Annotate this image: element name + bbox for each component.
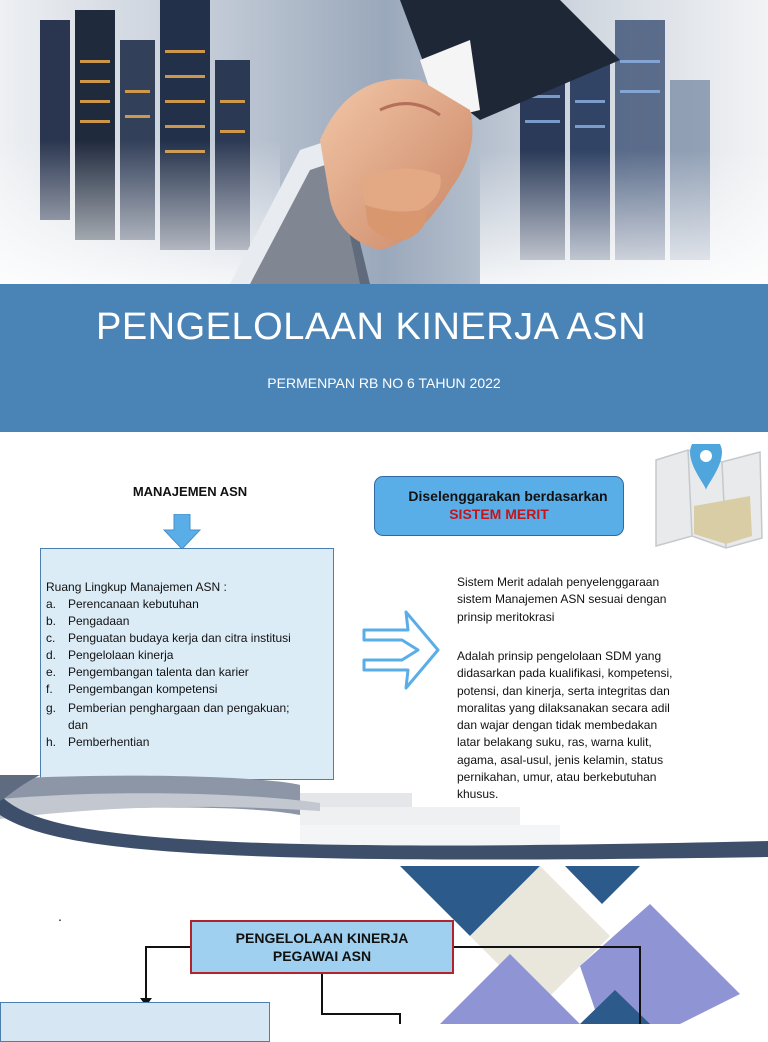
pengelolaan-box-line2: PEGAWAI ASN xyxy=(272,948,372,964)
decorative-swoosh xyxy=(0,775,768,865)
list-item: b. Pengadaan xyxy=(46,614,130,628)
list-item: e. Pengembangan talenta dan karier xyxy=(46,665,249,679)
list-item: g. Pemberian penghargaan dan pengakuan; xyxy=(46,701,290,715)
arrow-down-icon xyxy=(163,514,201,550)
hero-image xyxy=(0,0,768,284)
merit-definition: Sistem Merit adalah penyelenggaraan sistem Manajemen ASN sesuai dengan prinsip meritokrasi xyxy=(457,575,667,624)
map-pin-icon xyxy=(650,444,768,550)
handshake-city-image xyxy=(0,0,768,284)
list-item: d. Pengelolaan kinerja xyxy=(46,648,174,662)
manajemen-heading: MANAJEMEN ASN xyxy=(132,484,248,499)
pengelolaan-box-line1: PENGELOLAAN KINERJA xyxy=(235,930,409,946)
merit-line1: Diselenggarakan berdasarkan xyxy=(408,488,608,504)
scope-list-title: Ruang Lingkup Manajemen ASN : xyxy=(46,580,227,594)
list-item: c. Penguatan budaya kerja dan citra institusi xyxy=(46,631,291,645)
arrow-right-icon xyxy=(362,608,442,692)
stray-dot: . xyxy=(58,908,62,924)
list-item: f. Pengembangan kompetensi xyxy=(46,682,218,696)
list-item: h. Pemberhentian xyxy=(46,735,150,749)
pengelolaan-kinerja-box xyxy=(190,920,454,974)
page-subtitle: PERMENPAN RB NO 6 TAHUN 2022 xyxy=(267,375,501,391)
bottom-box xyxy=(0,1002,270,1042)
page-title: PENGELOLAAN KINERJA ASN xyxy=(95,306,647,348)
list-item: a. Perencanaan kebutuhan xyxy=(46,597,199,611)
meritocracy-definition: Adalah prinsip pengelolaan SDM yang didasarkan pada kualifikasi, kompetensi, potensi, dan kinerja, serta integritas dan moralitas yang dilaksanakan secara adil dan wajar dengan tidak membedakan latar belakang suku, ras, warna kulit, agama, asal-usul, jenis kelamin, status pernikahan, umur, atau berkebutuhan khusus. xyxy=(457,649,673,802)
merit-line2: SISTEM MERIT xyxy=(449,506,549,522)
list-item: dan xyxy=(68,718,89,732)
